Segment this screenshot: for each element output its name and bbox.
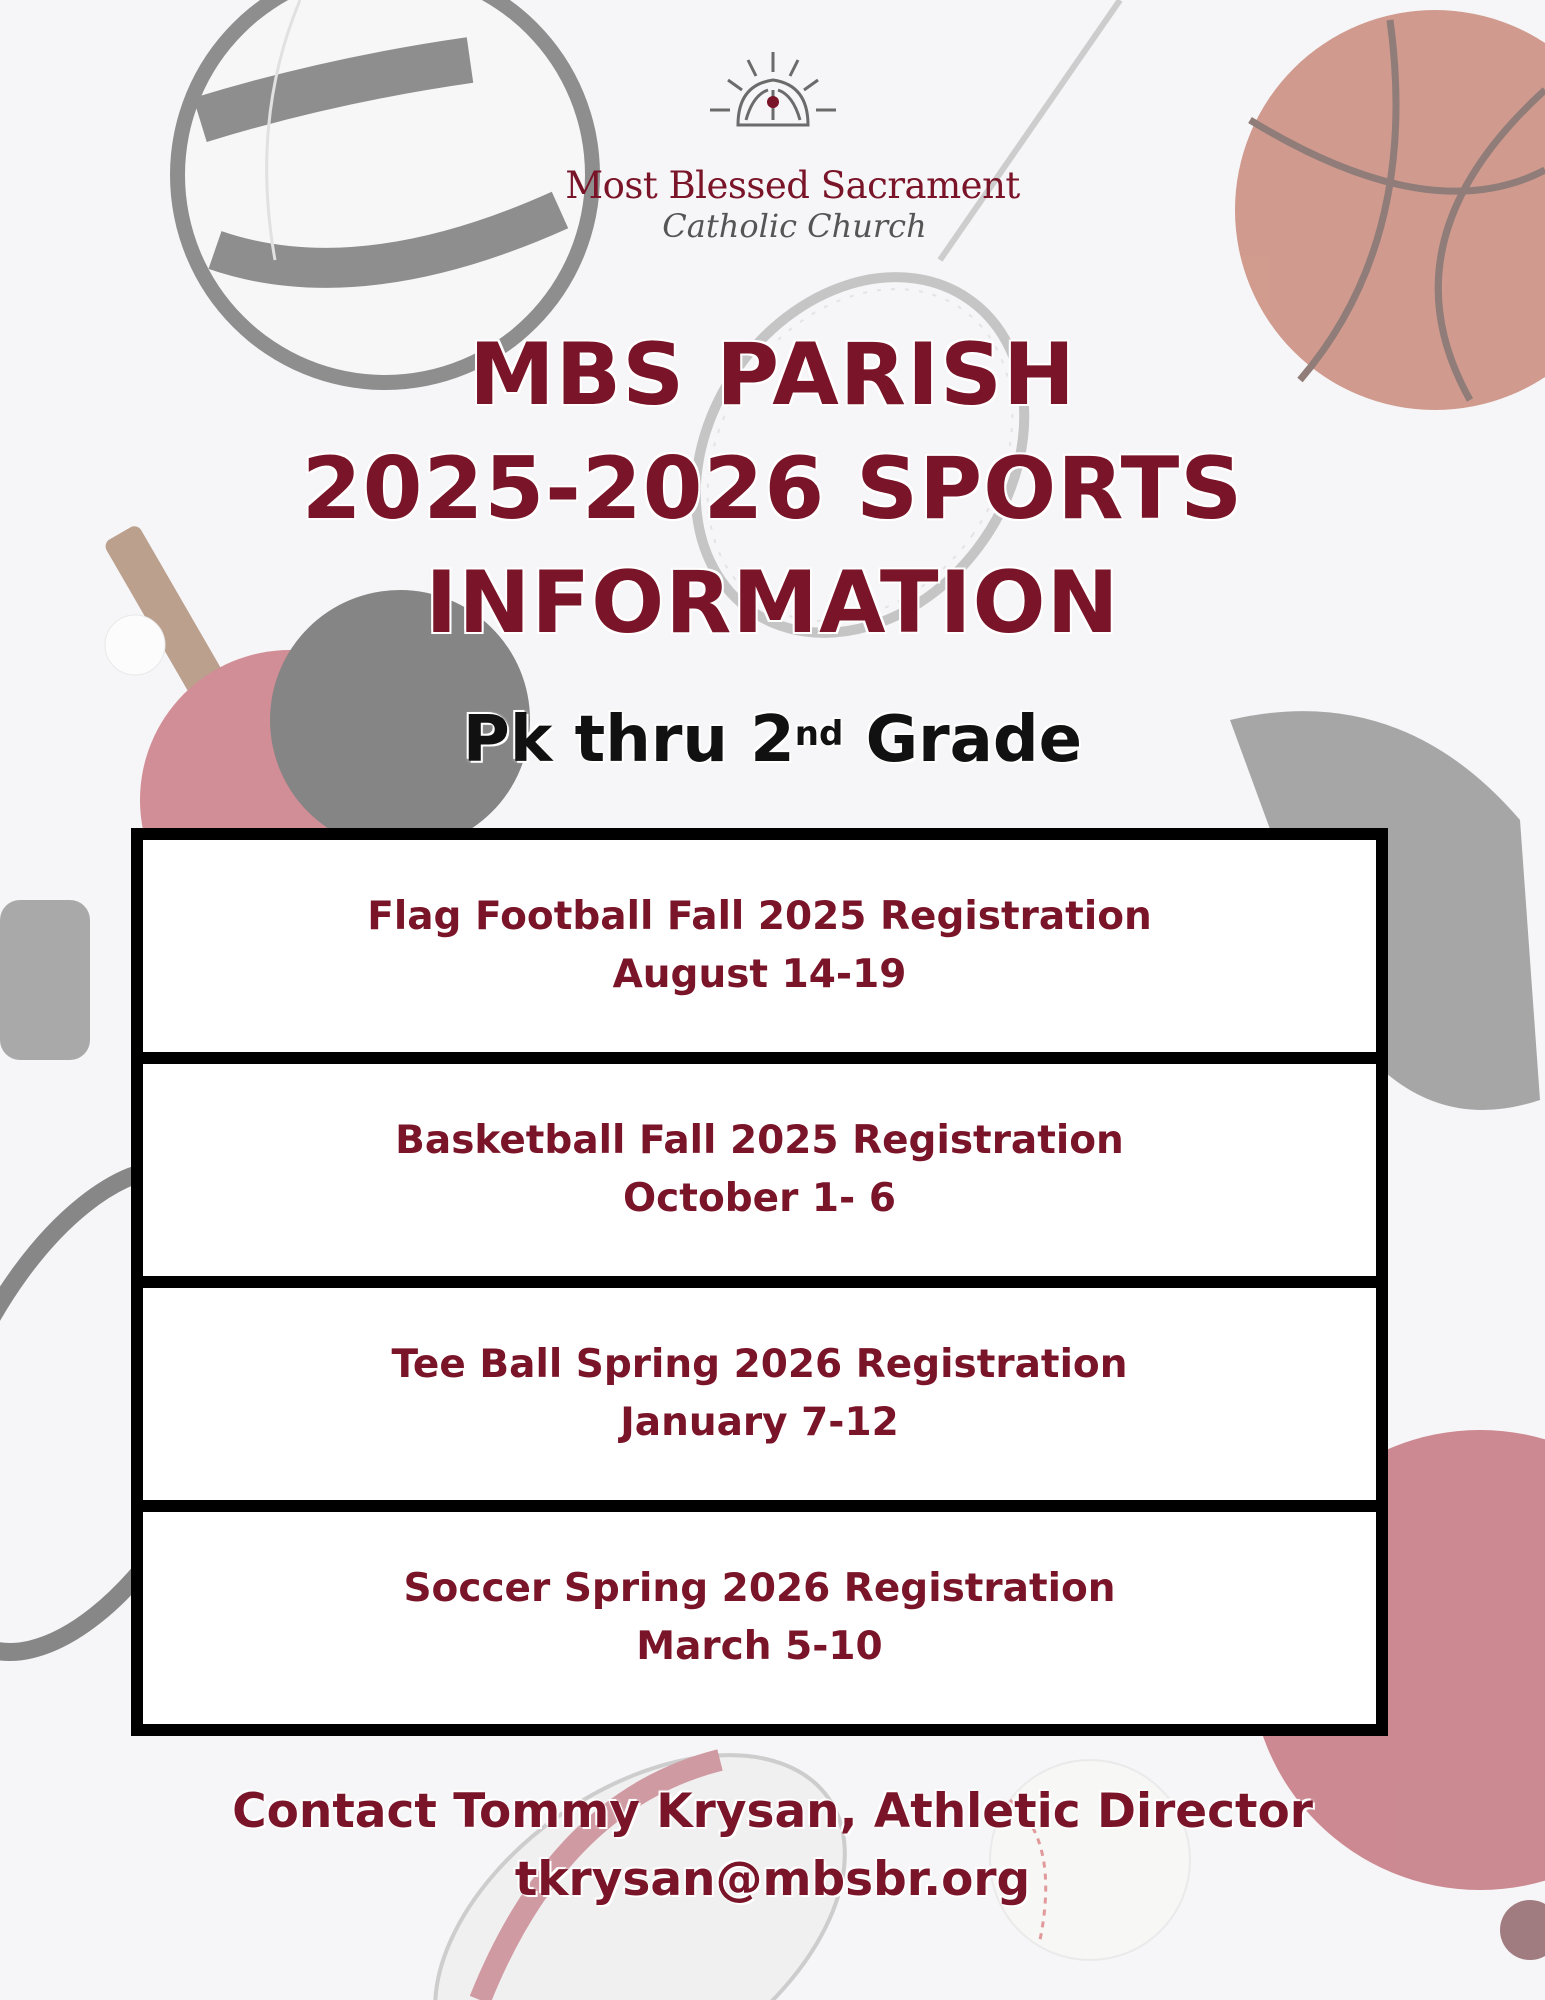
table-row	[143, 1512, 1376, 1724]
registration-table	[131, 828, 1388, 1736]
title-line-1: MBS PARISH	[469, 325, 1076, 425]
table-row	[143, 1288, 1376, 1500]
parish-subtitle: Catholic Church	[662, 207, 927, 245]
registration-title: Soccer Spring 2026 Registration	[403, 1566, 1116, 1611]
parish-logo	[0, 50, 1545, 244]
grade-suffix: Grade	[843, 703, 1083, 777]
registration-title: Flag Football Fall 2025 Registration	[367, 894, 1152, 939]
parish-name: Most Blessed Sacrament	[565, 164, 1020, 207]
contact-line: Contact Tommy Krysan, Athletic Director	[232, 1784, 1313, 1839]
registration-dates: January 7-12	[620, 1400, 899, 1445]
registration-dates: October 1- 6	[623, 1176, 896, 1221]
registration-title: Basketball Fall 2025 Registration	[395, 1118, 1124, 1163]
grade-prefix: Pk thru 2	[462, 703, 795, 777]
pelican-emblem-icon	[708, 50, 838, 160]
contact-info	[0, 1778, 1545, 1914]
contact-email[interactable]: tkrysan@mbsbr.org	[514, 1852, 1031, 1907]
title-line-3: INFORMATION	[425, 553, 1120, 653]
registration-dates: March 5-10	[636, 1624, 883, 1669]
table-row	[143, 840, 1376, 1052]
page-title	[0, 318, 1545, 660]
registration-title: Tee Ball Spring 2026 Registration	[391, 1342, 1128, 1387]
title-line-2: 2025-2026 SPORTS	[301, 439, 1244, 539]
registration-dates: August 14-19	[612, 952, 907, 997]
grade-range	[0, 700, 1545, 780]
table-row	[143, 1064, 1376, 1276]
grade-ordinal: nd	[794, 714, 844, 754]
